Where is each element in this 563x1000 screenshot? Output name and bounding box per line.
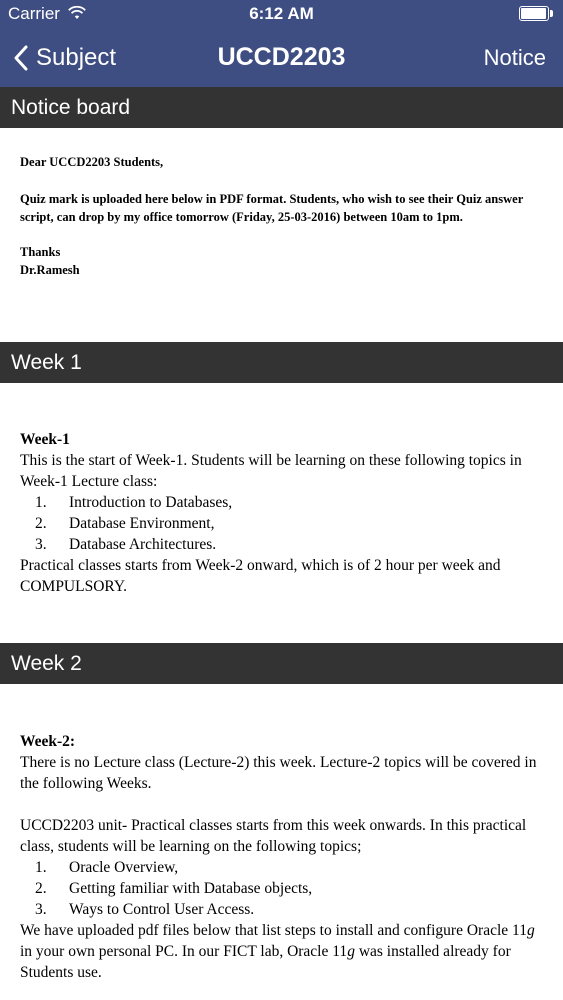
section-header-week-1: Week 1	[0, 342, 563, 383]
week-1-topic-list	[20, 492, 550, 555]
list-item: 2. Database Environment,	[35, 515, 215, 532]
week-2-topic-list	[20, 857, 550, 920]
notice-body: Quiz mark is uploaded here below in PDF format. Students, who wish to see their Quiz answer script, can drop by my office tomorrow (Friday, 25-03-2016) between 10am to 1pm.	[20, 192, 524, 224]
battery-icon	[519, 6, 553, 21]
week-1-intro: This is the start of Week-1. Students will be learning on these following topics in Week-1 Lecture class:	[20, 452, 522, 490]
clock: 6:12 AM	[249, 4, 314, 23]
list-item: 1. Oracle Overview,	[35, 859, 179, 876]
carrier-label: Carrier	[8, 4, 60, 23]
notice-greeting: Dear UCCD2203 Students,	[20, 155, 164, 169]
list-item: 2. Getting familiar with Database objects,	[35, 880, 313, 897]
week-1-title: Week-1	[20, 431, 70, 448]
section-header-week-2: Week 2	[0, 643, 563, 684]
week-2-practical: UCCD2203 unit- Practical classes starts from this week onwards. In this practical class, students will be learning on the following topics;	[20, 817, 527, 855]
notice-signature: Dr.Ramesh	[20, 263, 80, 277]
week-2-intro: There is no Lecture class (Lecture-2) this week. Lecture-2 topics will be covered in the following Weeks.	[20, 754, 537, 792]
status-bar	[0, 0, 563, 28]
back-button[interactable]	[14, 28, 116, 87]
back-button-label: Subject	[36, 43, 117, 71]
notice-button[interactable]: Notice	[483, 45, 546, 70]
section-header-notice-board: Notice board	[0, 87, 563, 128]
week-1-content	[20, 429, 550, 597]
week-2-title: Week-2:	[20, 733, 76, 750]
list-item: 3. Database Architectures.	[35, 536, 217, 553]
navigation-bar	[0, 0, 563, 87]
nav-row	[0, 28, 563, 87]
week-1-note: Practical classes starts from Week-2 onward, which is of 2 hour per week and COMPULSORY.	[20, 557, 501, 595]
page-title: UCCD2203	[217, 43, 346, 71]
list-item: 1. Introduction to Databases,	[35, 494, 233, 511]
week-2-note: We have uploaded pdf files below that list steps to install and configure Oracle 11g in your own personal PC. In our FICT lab, Oracle 11g was installed already for Students use.	[20, 922, 535, 981]
notice-closing: Thanks	[20, 245, 61, 259]
notice-board-content	[20, 153, 550, 279]
list-item: 3. Ways to Control User Access.	[35, 901, 255, 918]
week-2-content	[20, 731, 550, 983]
chevron-left-icon	[14, 45, 28, 71]
